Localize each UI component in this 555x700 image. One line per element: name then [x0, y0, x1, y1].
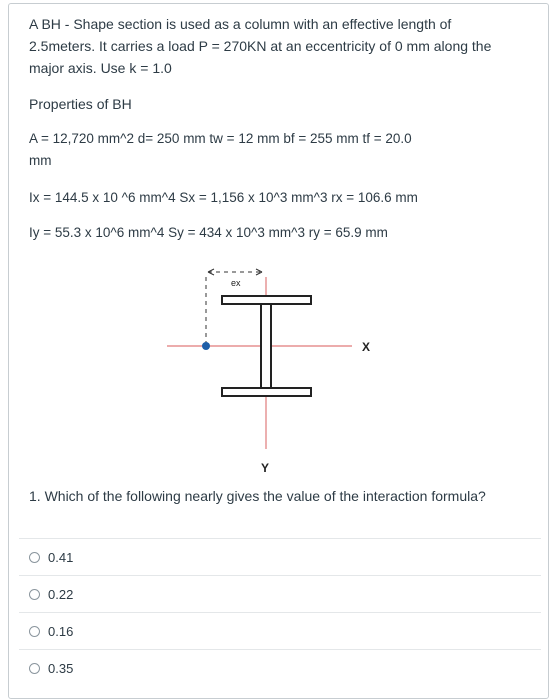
answer-option[interactable]	[19, 612, 541, 649]
y-axis-label: Y	[261, 461, 270, 475]
question-text-line-1: A BH - Shape section is used as a column with an effective length of	[29, 16, 452, 32]
properties-line-2: Ix = 144.5 x 10 ^6 mm^4 Sx = 1,156 x 10^3 mm^3 rx = 106.6 mm	[29, 190, 418, 205]
radio-button[interactable]	[29, 626, 40, 637]
web	[261, 304, 271, 388]
answer-label: 0.35	[48, 660, 74, 676]
radio-button[interactable]	[29, 552, 40, 563]
answer-label: 0.22	[48, 586, 74, 602]
properties-line-1-cont: mm	[29, 153, 52, 168]
answer-label: 0.16	[48, 623, 74, 639]
x-axis-label: X	[362, 340, 371, 354]
answer-options	[19, 538, 541, 686]
answer-option[interactable]	[19, 538, 541, 575]
properties-line-3: Iy = 55.3 x 10^6 mm^4 Sy = 434 x 10^3 mm^3 ry = 65.9 mm	[29, 225, 388, 240]
question-card	[8, 3, 549, 699]
answer-label: 0.41	[48, 549, 74, 565]
bh-section-diagram	[9, 259, 548, 489]
answer-option[interactable]	[19, 649, 541, 686]
properties-heading: Properties of BH	[29, 96, 132, 112]
answer-option[interactable]	[19, 575, 541, 612]
bottom-flange	[222, 388, 311, 396]
question-text-line-3: major axis. Use k = 1.0	[29, 60, 172, 76]
load-point	[202, 342, 210, 350]
top-flange	[222, 296, 311, 304]
question-prompt: 1. Which of the following nearly gives the value of the interaction formula?	[29, 488, 486, 504]
radio-button[interactable]	[29, 663, 40, 674]
radio-button[interactable]	[29, 589, 40, 600]
ex-label: ex	[231, 278, 241, 288]
question-text-line-2: 2.5meters. It carries a load P = 270KN at an eccentricity of 0 mm along the	[29, 38, 492, 54]
properties-line-1: A = 12,720 mm^2 d= 250 mm tw = 12 mm bf = 255 mm tf = 20.0	[29, 131, 412, 146]
